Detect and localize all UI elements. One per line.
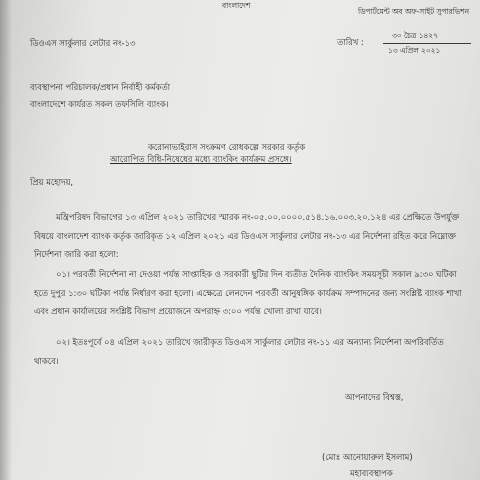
date-english: ১৩ এপ্রিল ২০২১ [388, 46, 441, 55]
subject-line-2: আরোপিত বিধি-নিষেধের মধ্যে ব্যাংকিং কার্যক্রম প্রসঙ্গে। [110, 154, 292, 164]
body-point-1: ০১। পরবর্তী নির্দেশনা না দেওয়া পর্যন্ত সাপ্তাহিক ও সরকারী ছুটির দিন ব্যতীত দৈনিক ব্যাংকিং সময়সূচী সকাল ৯:৩০ ঘটিকা হতে দুপুর ১:৩০ ঘটিকা পর্যন্ত নির্ধারণ করা হলো। এক্ষেত্রে লেনদেন পরবর্তী আনুষঙ্গিক কার্যক্রম সম্পাদনের জন্য সংশ্লিষ্ট ব্যাংক শাখা এবং প্রধান কার্যালয়ের সংশ্লিষ্ট বিভাগ প্রয়োজনে অপরাহ্ন ৩:০০ পর্যন্ত খোলা রাখা যাবে। [34, 269, 462, 316]
date-divider [383, 43, 471, 44]
recipient-line-2: বাংলাদেশে কার্যরত সকল তফসিলি ব্যাংক। [30, 99, 169, 109]
date-bangla: ৩০ চৈত্র ১৪২৭ [392, 31, 438, 40]
page-shadow [0, 0, 12, 480]
signatory-name: (মোঃ আনোয়ারুল ইসলাম) [322, 452, 413, 462]
recipient-line-1: ব্যবস্থাপনা পরিচালক/প্রধান নির্বাহী কর্মকর্তা [30, 82, 171, 92]
salutation: প্রিয় মহোদয়, [30, 177, 74, 187]
date-label: তারিখ : [337, 37, 364, 47]
circular-number: ডিওএস সার্কুলার লেটার নং-১৩ [30, 38, 136, 48]
body-intro: মন্ত্রিপরিষদ বিভাগের ১৩ এপ্রিল ২০২১ তারিখের স্মারক নং-০৫.০০.০০০০.৫১৪.১৬.০০৩.২০.১২৪ এর প্রেক্ষিতে উপর্যুক্ত বিষয়ে বাংলাদেশ ব্যাংক কর্তৃক জারিকৃত ১২ এপ্রিল ২০২১ এর ডিওএস সার্কুলার লেটার নং-১৩ এর নির্দেশনা রহিত করে নিম্নোক্ত নির্দেশনা জারি করা হলো: [34, 212, 460, 259]
org-name-fragment: বাংলাদেশ [222, 1, 251, 10]
body-point-2: ০২। ইতঃপূর্বে ০৪ এপ্রিল ২০২১ তারিখে জারীকৃত ডিওএস সার্কুলার লেটার নং-১১ এর অন্যান্য নির্দেশনা অপরিবর্তিত থাকবে। [34, 337, 444, 366]
department-name: ডিপার্টমেন্ট অব অফ-সাইট সুপারভিশন [358, 7, 470, 16]
sign-off: আপনাদের বিশ্বস্ত, [345, 392, 404, 402]
subject-line-1: করোনাভাইরাস সংক্রমণ রোধকল্পে সরকার কর্তৃক [148, 142, 306, 152]
signatory-designation: মহাব্যবস্থাপক [350, 468, 393, 478]
